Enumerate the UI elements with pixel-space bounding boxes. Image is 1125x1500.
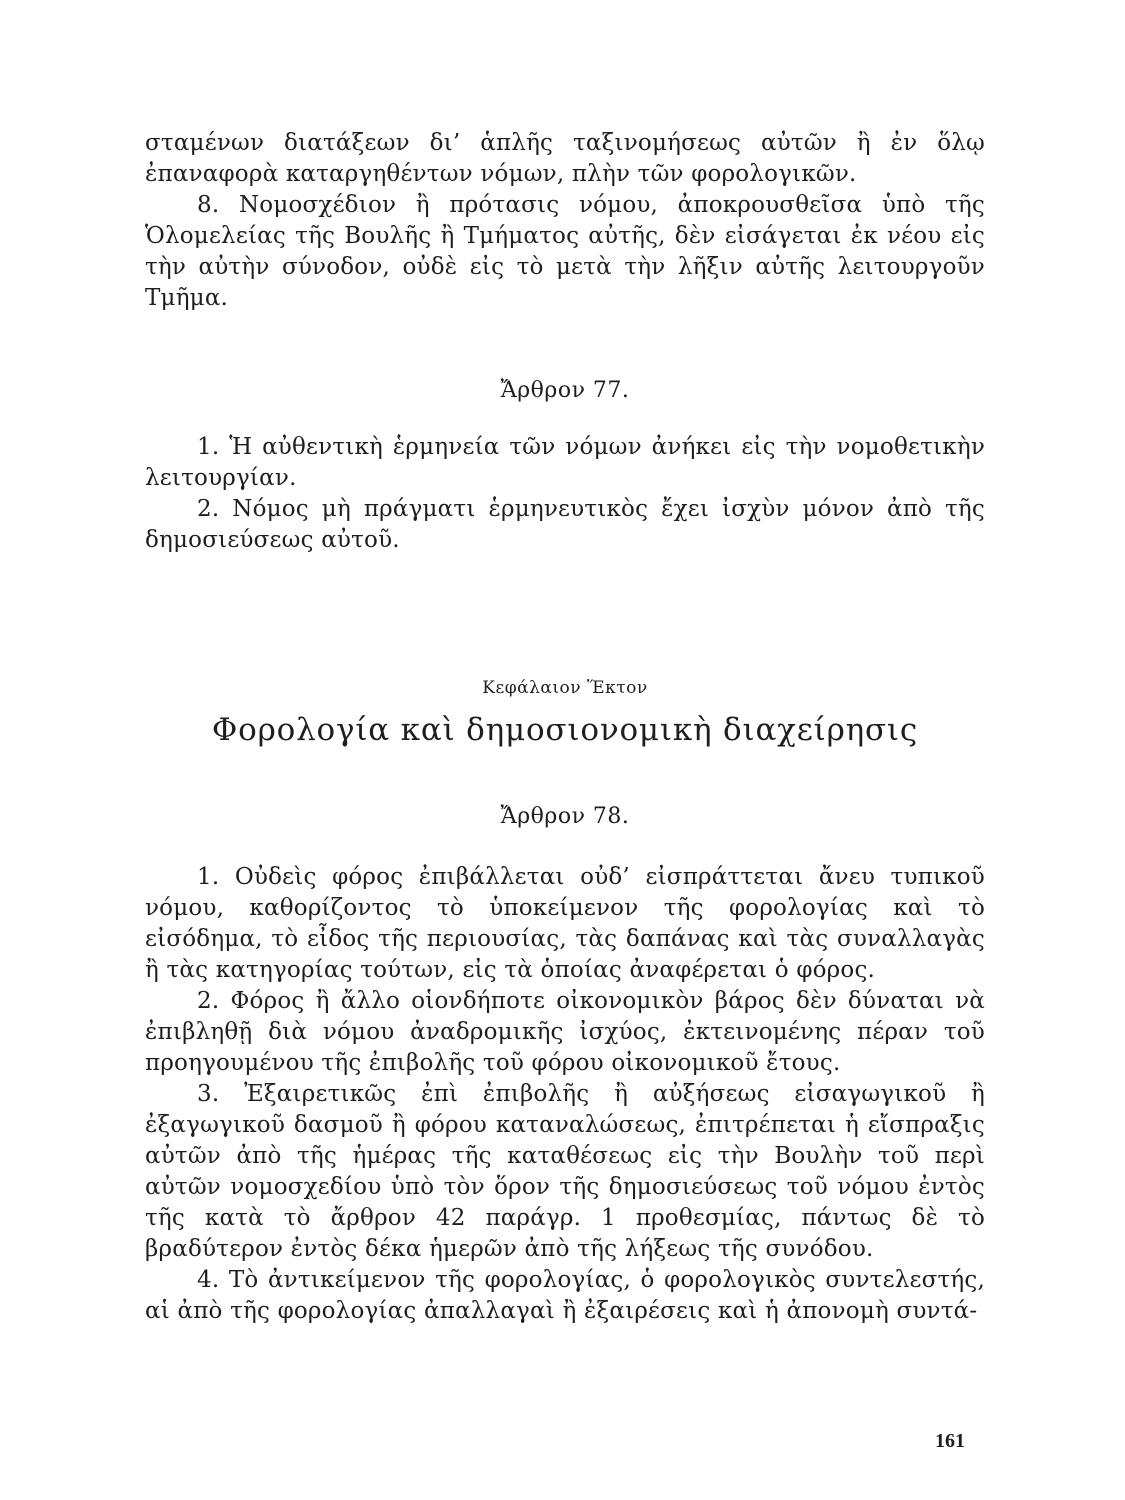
top-text-block: [145, 128, 985, 314]
article-78-heading: Ἄρθρον 78.: [500, 804, 630, 829]
article-78-body: [145, 862, 985, 1327]
article-77-heading: Ἄρθρον 77.: [500, 378, 630, 403]
item-8-paragraph: 8. Νομοσχέδιον ἢ πρότασις νόμου, ἀποκρουσθεῖσα ὑπὸ τῆς Ὁλομελείας τῆς Βουλῆς ἢ Τμήματος αὐτῆς, δὲν εἰσάγεται ἐκ νέου εἰς τὴν αὐτὴν σύνοδον, οὐδὲ εἰς τὸ μετὰ τὴν λῆξιν αὐτῆς λειτουργοῦν Τμῆμα.: [145, 192, 985, 311]
page-number: 161: [935, 1430, 965, 1452]
article-77-item-1: 1. Ἡ αὐθεντικὴ ἑρμηνεία τῶν νόμων ἀνήκει εἰς τὴν νομοθετικὴν λειτουργίαν.: [145, 434, 985, 491]
article-77-item-2: 2. Νόμος μὴ πράγματι ἑρμηνευτικὸς ἔχει ἰσχὺν μόνον ἀπὸ τῆς δημοσιεύσεως αὐτοῦ.: [145, 496, 985, 553]
article-78-item-1: 1. Οὐδεὶς φόρος ἐπιβάλλεται οὐδ’ εἰσπράττεται ἄνευ τυπικοῦ νόμου, καθορίζοντος τὸ ὑποκείμενον τῆς φορολογίας καὶ τὸ εἰσόδημα, τὸ εἶδος τῆς περιουσίας, τὰς δαπάνας καὶ τὰς συναλλαγὰς ἢ τὰς κατηγορίας τούτων, εἰς τὰ ὁποίας ἀναφέρεται ὁ φόρος.: [145, 864, 985, 983]
article-77-body: [145, 432, 985, 556]
continuation-paragraph: σταμένων διατάξεων δι’ ἁπλῆς ταξινομήσεως αὐτῶν ἢ ἐν ὅλῳ ἐπαναφορὰ καταργηθέντων νόμων, πλὴν τῶν φορολογικῶν.: [145, 130, 985, 187]
article-78-item-3: 3. Ἐξαιρετικῶς ἐπὶ ἐπιβολῆς ἢ αὐξήσεως εἰσαγωγικοῦ ἢ ἐξαγωγικοῦ δασμοῦ ἢ φόρου καταναλώσεως, ἐπιτρέπεται ἡ εἴσπραξις αὐτῶν ἀπὸ τῆς ἡμέρας τῆς καταθέσεως εἰς τὴν Βουλὴν τοῦ περὶ αὐτῶν νομοσχεδίου ὑπὸ τὸν ὅρον τῆς δημοσιεύσεως τοῦ νόμου ἐντὸς τῆς κατὰ τὸ ἄρθρον 42 παράγρ. 1 προθεσμίας, πάντως δὲ τὸ βραδύτερον ἐντὸς δέκα ἡμερῶν ἀπὸ τῆς λήξεως τῆς συνόδου.: [145, 1081, 985, 1262]
chapter-title: Φορολογία καὶ δημοσιονομικὴ διαχείρησις: [211, 712, 919, 748]
article-78-item-2: 2. Φόρος ἢ ἄλλο οἱονδήποτε οἰκονομικὸν βάρος δὲν δύναται νὰ ἐπιβληθῇ διὰ νόμου ἀναδρομικῆς ἰσχύος, ἐκτεινομένης πέραν τοῦ προηγουμένου τῆς ἐπιβολῆς τοῦ φόρου οἰκονομικοῦ ἔτους.: [145, 988, 985, 1076]
chapter-label: Κεφάλαιον Ἕκτον: [482, 678, 648, 698]
article-78-item-4: 4. Τὸ ἀντικείμενον τῆς φορολογίας, ὁ φορολογικὸς συντελεστής, αἱ ἀπὸ τῆς φορολογίας ἀπαλλαγαὶ ἢ ἐξαιρέσεις καὶ ἡ ἀπονομὴ συντά-: [145, 1267, 985, 1324]
